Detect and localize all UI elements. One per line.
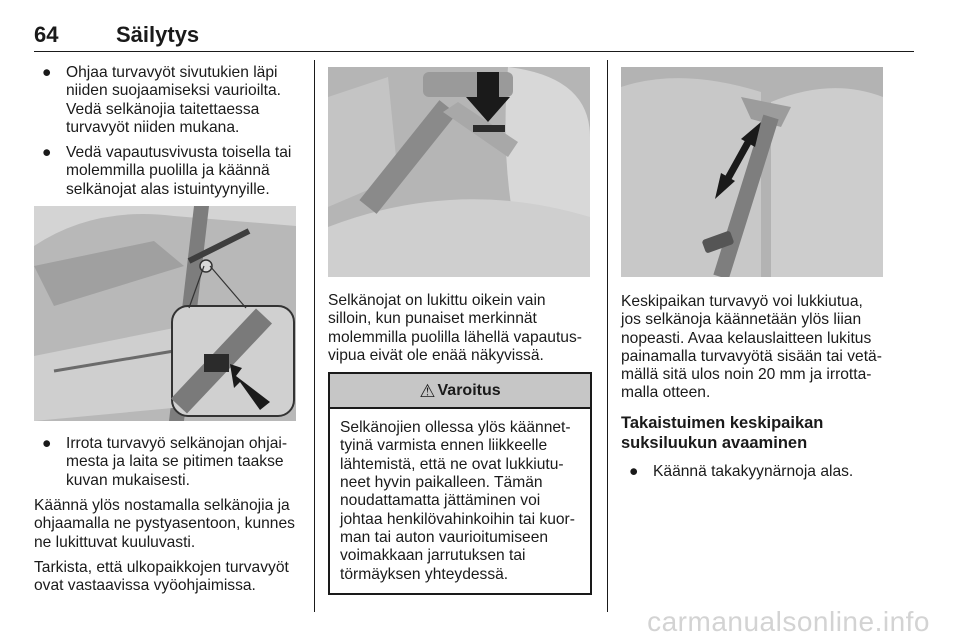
paragraph: Selkänojat on lukittu oikein vain silloin, kun punaiset merkinnät molemmilla puolilla lähellä vapautus-vipua eivät ole enää näkyvissä.: [328, 292, 582, 364]
column-1: [34, 64, 300, 602]
section-title: Säilytys: [116, 22, 200, 47]
figure-lock-indicator: [328, 67, 590, 277]
paragraph: Keskipaikan turvavyö voi lukkiutua, jos selkänoja käännetään ylös liian nopeasti. Avaa kelauslaitteen lukitus painamalla turvavyötä sisään tai vetä-mällä sitä ulos noin 20 mm ja irrotta-malla otteen.: [621, 293, 882, 402]
bullet-icon: ●: [42, 64, 52, 81]
figure-center-belt: [621, 67, 883, 277]
column-divider-1: [314, 60, 315, 612]
warning-box: [328, 372, 592, 595]
bullet-icon: ●: [629, 462, 639, 480]
warning-triangle-icon: ⚠: [419, 380, 436, 401]
warning-text: Selkänojien ollessa ylös käännet-tyinä varmista ennen liikkeelle lähtemistä, että ne ovat lukkiutu-neet hyvin paikalleen. Tämän noudattamatta jättäminen voi johtaa henkilövahinkoihin tai kuor-man tai auton vaurioitumiseen voimakkaan jarrutuksen tai törmäyksen yhteydessä.: [340, 419, 575, 583]
bullet-text: Irrota turvavyö selkänojan ohjai-mesta ja laita se pitimen taakse kuvan mukaisesti.: [66, 435, 288, 489]
warning-title: Varoitus: [437, 381, 501, 399]
column-2: [328, 64, 592, 595]
warning-header: [330, 374, 590, 409]
bullet-icon: ●: [42, 435, 52, 453]
seat-belt-guide-illustration: [34, 206, 296, 421]
list-item: [34, 144, 300, 199]
subheading: Takaistuimen keskipaikan suksiluukun avaaminen: [621, 413, 824, 452]
list-item: [34, 64, 300, 137]
header-rule: [34, 51, 914, 52]
bullet-text: Käännä takakyynärnoja alas.: [653, 462, 854, 480]
page-header: [34, 22, 914, 50]
list-item: [621, 463, 883, 481]
center-belt-illustration: [621, 67, 883, 277]
paragraph: Tarkista, että ulkopaikkojen turvavyöt ovat vastaavissa vyöohjaimissa.: [34, 558, 289, 595]
bullet-text: Ohjaa turvavyöt sivutukien läpi niiden suojaamiseksi vaurioilta. Vedä selkänojia taitettaessa turvavyöt niiden mukana.: [66, 64, 281, 136]
list-item: [34, 435, 300, 490]
watermark: carmanualsonline.info: [647, 606, 930, 637]
paragraph: Käännä ylös nostamalla selkänojia ja ohjaamalla ne pystyasentoon, kunnes ne lukittuvat kuuluvasti.: [34, 496, 295, 551]
column-divider-2: [607, 60, 608, 612]
bullet-icon: ●: [42, 144, 52, 162]
figure-seat-belt-guide: [34, 206, 296, 421]
page-number: 64: [34, 22, 59, 47]
bullet-text: Vedä vapautusvivusta toisella tai molemmilla puolilla ja käännä selkänojat alas istuintyynyille.: [66, 144, 292, 198]
column-3: [621, 64, 883, 488]
lock-indicator-illustration: [328, 67, 590, 277]
